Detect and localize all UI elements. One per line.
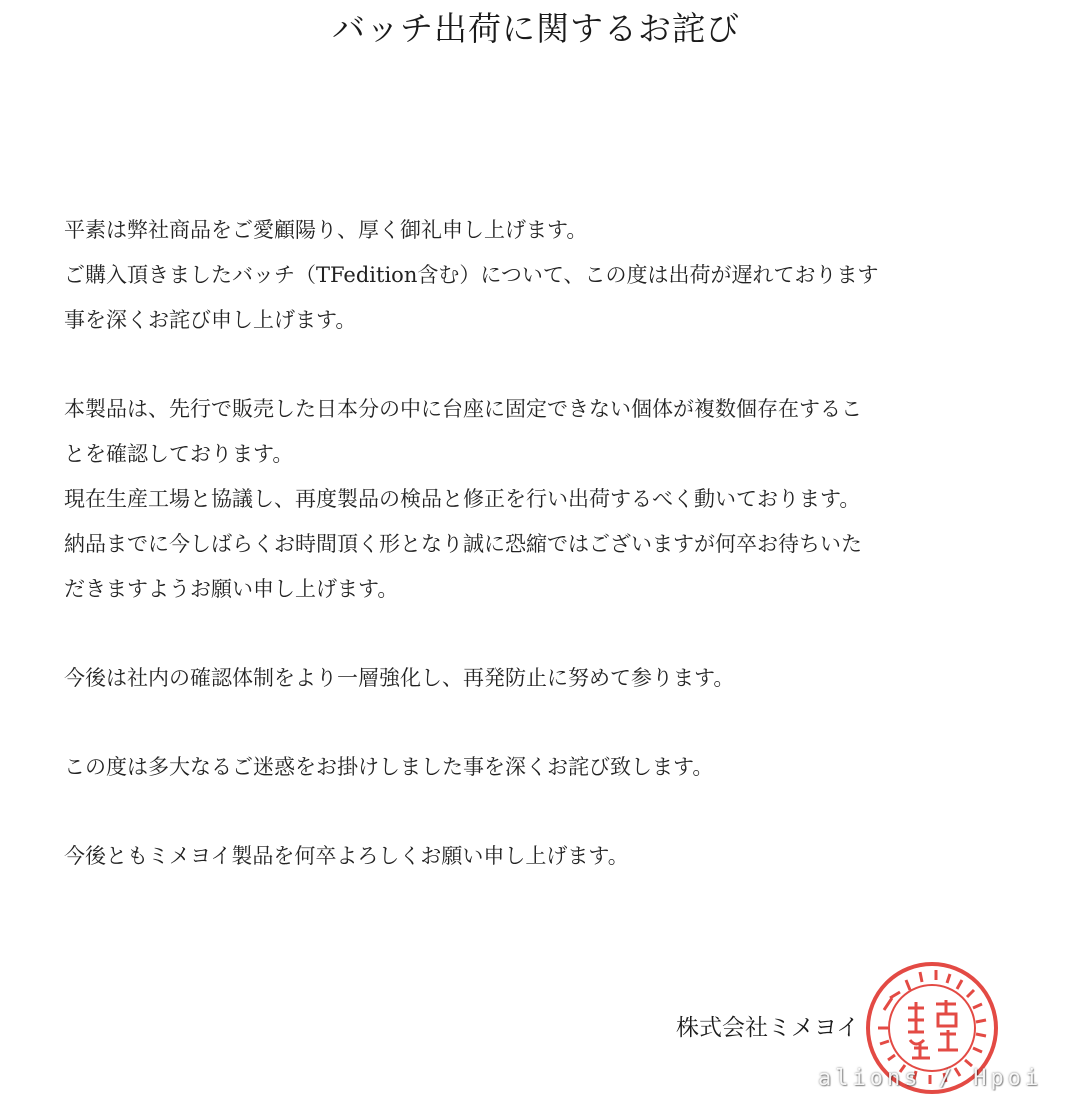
paragraph-gap bbox=[64, 701, 1024, 745]
body-line: とを確認しております。 bbox=[64, 442, 294, 466]
body-line: 現在生産工場と協議し、再度製品の検品と修正を行い出荷するべく動いております。 bbox=[64, 487, 861, 511]
body-line: だきますようお願い申し上げます。 bbox=[64, 577, 399, 601]
paragraph-gap bbox=[64, 790, 1024, 834]
page-title: バッチ出荷に関するお詫び bbox=[332, 9, 740, 48]
paragraph-gap bbox=[64, 612, 1024, 656]
body-line: 平素は弊社商品をご愛顧陽り、厚く御礼申し上げます。 bbox=[64, 218, 588, 242]
body-line: 今後ともミメヨイ製品を何卒よろしくお願い申し上げます。 bbox=[64, 844, 629, 868]
letter-body bbox=[64, 208, 1024, 879]
body-line: 事を深くお詫び申し上げます。 bbox=[64, 308, 357, 332]
paragraph-gap bbox=[64, 343, 1024, 387]
body-line: 納品までに今しばらくお時間頂く形となり誠に恐縮ではございますが何卒お待ちいた bbox=[64, 532, 862, 556]
body-line: この度は多大なるご迷惑をお掛けしました事を深くお詫び致します。 bbox=[64, 755, 714, 779]
body-line: 本製品は、先行で販売した日本分の中に台座に固定できない個体が複数個存在するこ bbox=[64, 397, 862, 421]
watermark-text: alions / Hpoi bbox=[818, 1066, 1043, 1091]
body-line: 今後は社内の確認体制をより一層強化し、再発防止に努めて参ります。 bbox=[64, 666, 735, 690]
body-line: ご購入頂きましたバッチ（TFedition含む）について、この度は出荷が遅れております bbox=[64, 263, 879, 287]
company-signature: 株式会社ミメヨイ bbox=[676, 1015, 860, 1041]
